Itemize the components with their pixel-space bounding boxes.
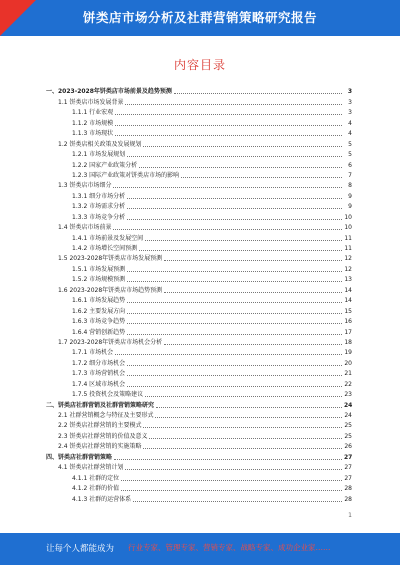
- toc-entry[interactable]: [46, 107, 352, 117]
- toc-entry-page: 11: [344, 245, 352, 252]
- toc-entry[interactable]: [46, 138, 352, 148]
- toc-leader-dots: [127, 302, 342, 303]
- toc-entry-label: 1.2.1 市场发展规划: [72, 151, 126, 159]
- toc-leader-dots: [115, 354, 342, 355]
- toc-entry-page: 3: [347, 88, 352, 96]
- toc-entry-label: 1.2.3 国际产业政策对饼类店市场的影响: [72, 171, 180, 179]
- toc-leader-dots: [181, 177, 342, 178]
- toc-entry[interactable]: [46, 472, 352, 482]
- toc-leader-dots: [115, 114, 342, 115]
- toc-leader-dots: [127, 156, 342, 157]
- toc-leader-dots: [133, 501, 342, 502]
- toc-entry[interactable]: [46, 399, 352, 409]
- toc-entry[interactable]: [46, 180, 352, 190]
- toc-leader-dots: [127, 334, 342, 335]
- toc-leader-dots: [156, 407, 342, 408]
- toc-entry[interactable]: [46, 86, 352, 96]
- toc-entry-label: 1.4 饼类店市场前景: [58, 224, 112, 232]
- toc-entry-label: 四、饼类店社群营销策略: [46, 453, 113, 461]
- toc-entry[interactable]: [46, 170, 352, 180]
- toc-entry-page: 11: [344, 234, 352, 242]
- report-title: 饼类店市场分析及社群营销策略研究报告: [82, 10, 317, 25]
- toc-entry-label: 1.3.2 市场需求分析: [72, 203, 126, 211]
- footer-slogan: 让每个人都能成为: [46, 544, 115, 554]
- toc-entry-page: 28: [344, 485, 352, 493]
- toc-entry-label: 1.4.2 市场增长空间预测: [72, 245, 138, 252]
- toc-entry-label: 2.3 饼类店社群营销的价值及意义: [58, 432, 148, 440]
- toc-entry-label: 2.2 饼类店社群营销的主要模式: [58, 422, 142, 430]
- toc-heading: 内容目录: [173, 58, 226, 72]
- toc-entry-page: 24: [344, 401, 353, 409]
- footer-tagline: 行业专家、管理专家、营销专家、战略专家、成功企业家……: [128, 543, 331, 552]
- toc-entry-page: 3: [348, 98, 352, 106]
- toc-leader-dots: [114, 459, 342, 460]
- toc-leader-dots: [127, 281, 342, 282]
- toc-leader-dots: [149, 438, 342, 439]
- toc-leader-dots: [127, 208, 342, 209]
- toc-entry-page: 10: [344, 224, 352, 232]
- toc-leader-dots: [164, 292, 342, 293]
- toc-entry-label: 1.2 饼类店相关政策及发展规划: [58, 140, 142, 148]
- toc-entry-label: 1.6 2023-2028年饼类店市场趋势预测: [58, 286, 163, 294]
- toc-entry-page: 10: [344, 213, 352, 221]
- toc-entry[interactable]: [46, 441, 352, 451]
- page-footer: [0, 533, 400, 565]
- toc-entry-page: 5: [348, 151, 352, 159]
- toc-leader-dots: [127, 375, 342, 376]
- toc-leader-dots: [125, 469, 342, 470]
- toc-entry[interactable]: [46, 368, 352, 378]
- toc-entry-label: 1.7.3 市场营销机会: [72, 370, 126, 378]
- toc-entry-label: 1.6.2 主要发展方向: [72, 307, 126, 315]
- toc-entry[interactable]: [46, 316, 352, 326]
- toc-entry-label: 1.7.4 区域市场机会: [72, 380, 126, 388]
- toc-entry-label: 1.1.3 市场现状: [72, 130, 114, 138]
- toc-entry-label: 1.1.2 市场规模: [72, 119, 114, 127]
- toc-entry-page: 24: [344, 412, 352, 419]
- toc-entry[interactable]: [46, 128, 352, 138]
- toc-entry[interactable]: [46, 253, 352, 263]
- toc-entry-page: 13: [344, 276, 352, 284]
- toc-entry-label: 1.3.3 市场竞争分析: [72, 213, 126, 221]
- toc-entry-label: 一、2023-2028年饼类店市场前景及趋势预测: [46, 88, 172, 96]
- toc-entry-label: 2.4 饼类店社群营销的实施策略: [58, 443, 142, 451]
- toc-entry[interactable]: [46, 378, 352, 388]
- toc-entry-label: 1.5.2 市场规模预测: [72, 276, 126, 284]
- toc-entry-page: 17: [344, 328, 352, 336]
- toc-entry-page: 28: [344, 495, 352, 503]
- toc-entry-label: 1.3 饼类店市场细分: [58, 182, 112, 190]
- toc-leader-dots: [143, 448, 342, 449]
- toc-entry-label: 2.1 社群营销概念与特征及主要形式: [58, 412, 154, 419]
- toc-entry-page: 12: [344, 255, 352, 263]
- toc-entry-page: 27: [344, 453, 353, 461]
- toc-entry-label: 二、饼类店社群营销及社群营销策略研究: [46, 401, 155, 409]
- toc-entry-page: 22: [344, 380, 352, 388]
- toc-leader-dots: [127, 198, 342, 199]
- toc-leader-dots: [139, 250, 342, 251]
- toc-entry[interactable]: [46, 284, 352, 294]
- toc-entry[interactable]: [46, 232, 352, 242]
- toc-entry[interactable]: [46, 201, 352, 211]
- toc-entry[interactable]: [46, 117, 352, 127]
- toc-entry-label: 4.1.2 社群的价值: [72, 485, 120, 493]
- toc-entry[interactable]: [46, 389, 352, 399]
- toc-entry-label: 4.1.3 社群的运营体系: [72, 495, 132, 503]
- toc-entry[interactable]: [46, 337, 352, 347]
- toc-entry-page: 8: [348, 182, 352, 190]
- toc-leader-dots: [164, 260, 342, 261]
- toc-entry-label: 1.7.2 细分市场机会: [72, 359, 126, 367]
- toc-entry[interactable]: [46, 305, 352, 315]
- toc-entry[interactable]: [46, 243, 352, 253]
- toc-entry[interactable]: [46, 326, 352, 336]
- toc-entry-page: 23: [344, 391, 352, 399]
- toc-leader-dots: [139, 167, 342, 168]
- toc-entry-label: 1.5 2023-2028年饼类店市场发展预测: [58, 255, 163, 263]
- toc-leader-dots: [164, 344, 342, 345]
- toc-entry[interactable]: [46, 420, 352, 430]
- toc-leader-dots: [127, 386, 342, 387]
- toc-entry-page: 3: [348, 109, 352, 117]
- toc-entry[interactable]: [46, 96, 352, 106]
- toc-entry-page: 5: [348, 140, 352, 148]
- toc-entry-label: 1.6.3 市场竞争趋势: [72, 318, 126, 326]
- toc-entry-label: 1.5.1 市场发展预测: [72, 265, 126, 273]
- toc-entry-page: 19: [344, 349, 352, 357]
- toc-entry-label: 1.6.1 市场发展趋势: [72, 297, 126, 305]
- toc-entry[interactable]: [46, 493, 352, 503]
- toc-leader-dots: [127, 365, 342, 366]
- toc-leader-dots: [127, 323, 342, 324]
- toc-leader-dots: [113, 187, 342, 188]
- toc-entry-page: 27: [344, 474, 352, 482]
- toc-entry-label: 1.1.1 行业宏观: [72, 109, 114, 117]
- toc-leader-dots: [145, 240, 342, 241]
- toc-entry-label: 1.3.1 细分市场分析: [72, 192, 126, 200]
- toc-leader-dots: [115, 125, 342, 126]
- toc-entry[interactable]: [46, 159, 352, 169]
- toc-entry-page: 27: [344, 464, 352, 472]
- toc-leader-dots: [121, 480, 342, 481]
- table-of-contents: [46, 86, 352, 504]
- toc-entry-page: 25: [344, 422, 352, 430]
- toc-entry-page: 4: [348, 130, 352, 138]
- toc-entry-page: 12: [344, 265, 352, 273]
- toc-leader-dots: [127, 219, 342, 220]
- toc-entry-label: 4.1.1 社群的定位: [72, 474, 120, 482]
- toc-entry-page: 15: [344, 307, 352, 315]
- toc-entry-page: 25: [344, 432, 352, 440]
- toc-entry[interactable]: [46, 347, 352, 357]
- toc-entry-page: 7: [348, 171, 352, 179]
- toc-entry-label: 1.4.1 市场前景及发展空间: [72, 234, 144, 242]
- toc-entry-label: 1.7.5 投资机会及策略建议: [72, 391, 144, 399]
- toc-leader-dots: [143, 427, 342, 428]
- toc-entry-label: 1.6.4 营销创新趋势: [72, 328, 126, 336]
- toc-leader-dots: [115, 135, 342, 136]
- toc-entry[interactable]: [46, 190, 352, 200]
- toc-leader-dots: [127, 271, 342, 272]
- toc-entry-label: 1.7 2023-2028年饼类店市场机会分析: [58, 338, 163, 346]
- toc-entry[interactable]: [46, 357, 352, 367]
- toc-entry-page: 4: [348, 119, 352, 127]
- toc-entry-page: 6: [348, 161, 352, 169]
- toc-entry[interactable]: [46, 410, 352, 420]
- page-number: 1: [348, 512, 352, 519]
- toc-entry[interactable]: [46, 149, 352, 159]
- toc-entry-page: 16: [344, 318, 352, 326]
- page-header: [0, 0, 400, 36]
- toc-entry[interactable]: [46, 483, 352, 493]
- toc-entry-label: 4.1 饼类店社群营销计划: [58, 464, 124, 472]
- toc-entry[interactable]: [46, 263, 352, 273]
- toc-leader-dots: [121, 490, 342, 491]
- toc-entry-page: 18: [344, 338, 352, 346]
- toc-leader-dots: [113, 229, 342, 230]
- toc-entry-page: 20: [344, 359, 352, 367]
- toc-entry[interactable]: [46, 451, 352, 461]
- toc-entry[interactable]: [46, 274, 352, 284]
- toc-leader-dots: [155, 417, 342, 418]
- toc-entry[interactable]: [46, 462, 352, 472]
- toc-entry-page: 14: [344, 286, 352, 294]
- toc-entry-label: 1.7.1 市场机会: [72, 349, 114, 357]
- toc-leader-dots: [174, 93, 342, 94]
- toc-leader-dots: [127, 313, 342, 314]
- toc-entry-page: 14: [344, 297, 352, 305]
- toc-entry[interactable]: [46, 430, 352, 440]
- toc-entry-page: 9: [348, 192, 352, 200]
- toc-entry-page: 9: [348, 203, 352, 211]
- toc-leader-dots: [143, 146, 342, 147]
- toc-entry[interactable]: [46, 222, 352, 232]
- toc-entry-label: 1.2.2 国家产业政策分析: [72, 161, 138, 169]
- toc-leader-dots: [125, 104, 342, 105]
- toc-entry-label: 1.1 饼类店市场发展背景: [58, 98, 124, 106]
- toc-leader-dots: [145, 396, 342, 397]
- toc-entry[interactable]: [46, 295, 352, 305]
- toc-entry-page: 21: [344, 370, 352, 378]
- toc-entry[interactable]: [46, 211, 352, 221]
- toc-entry-page: 26: [344, 443, 352, 451]
